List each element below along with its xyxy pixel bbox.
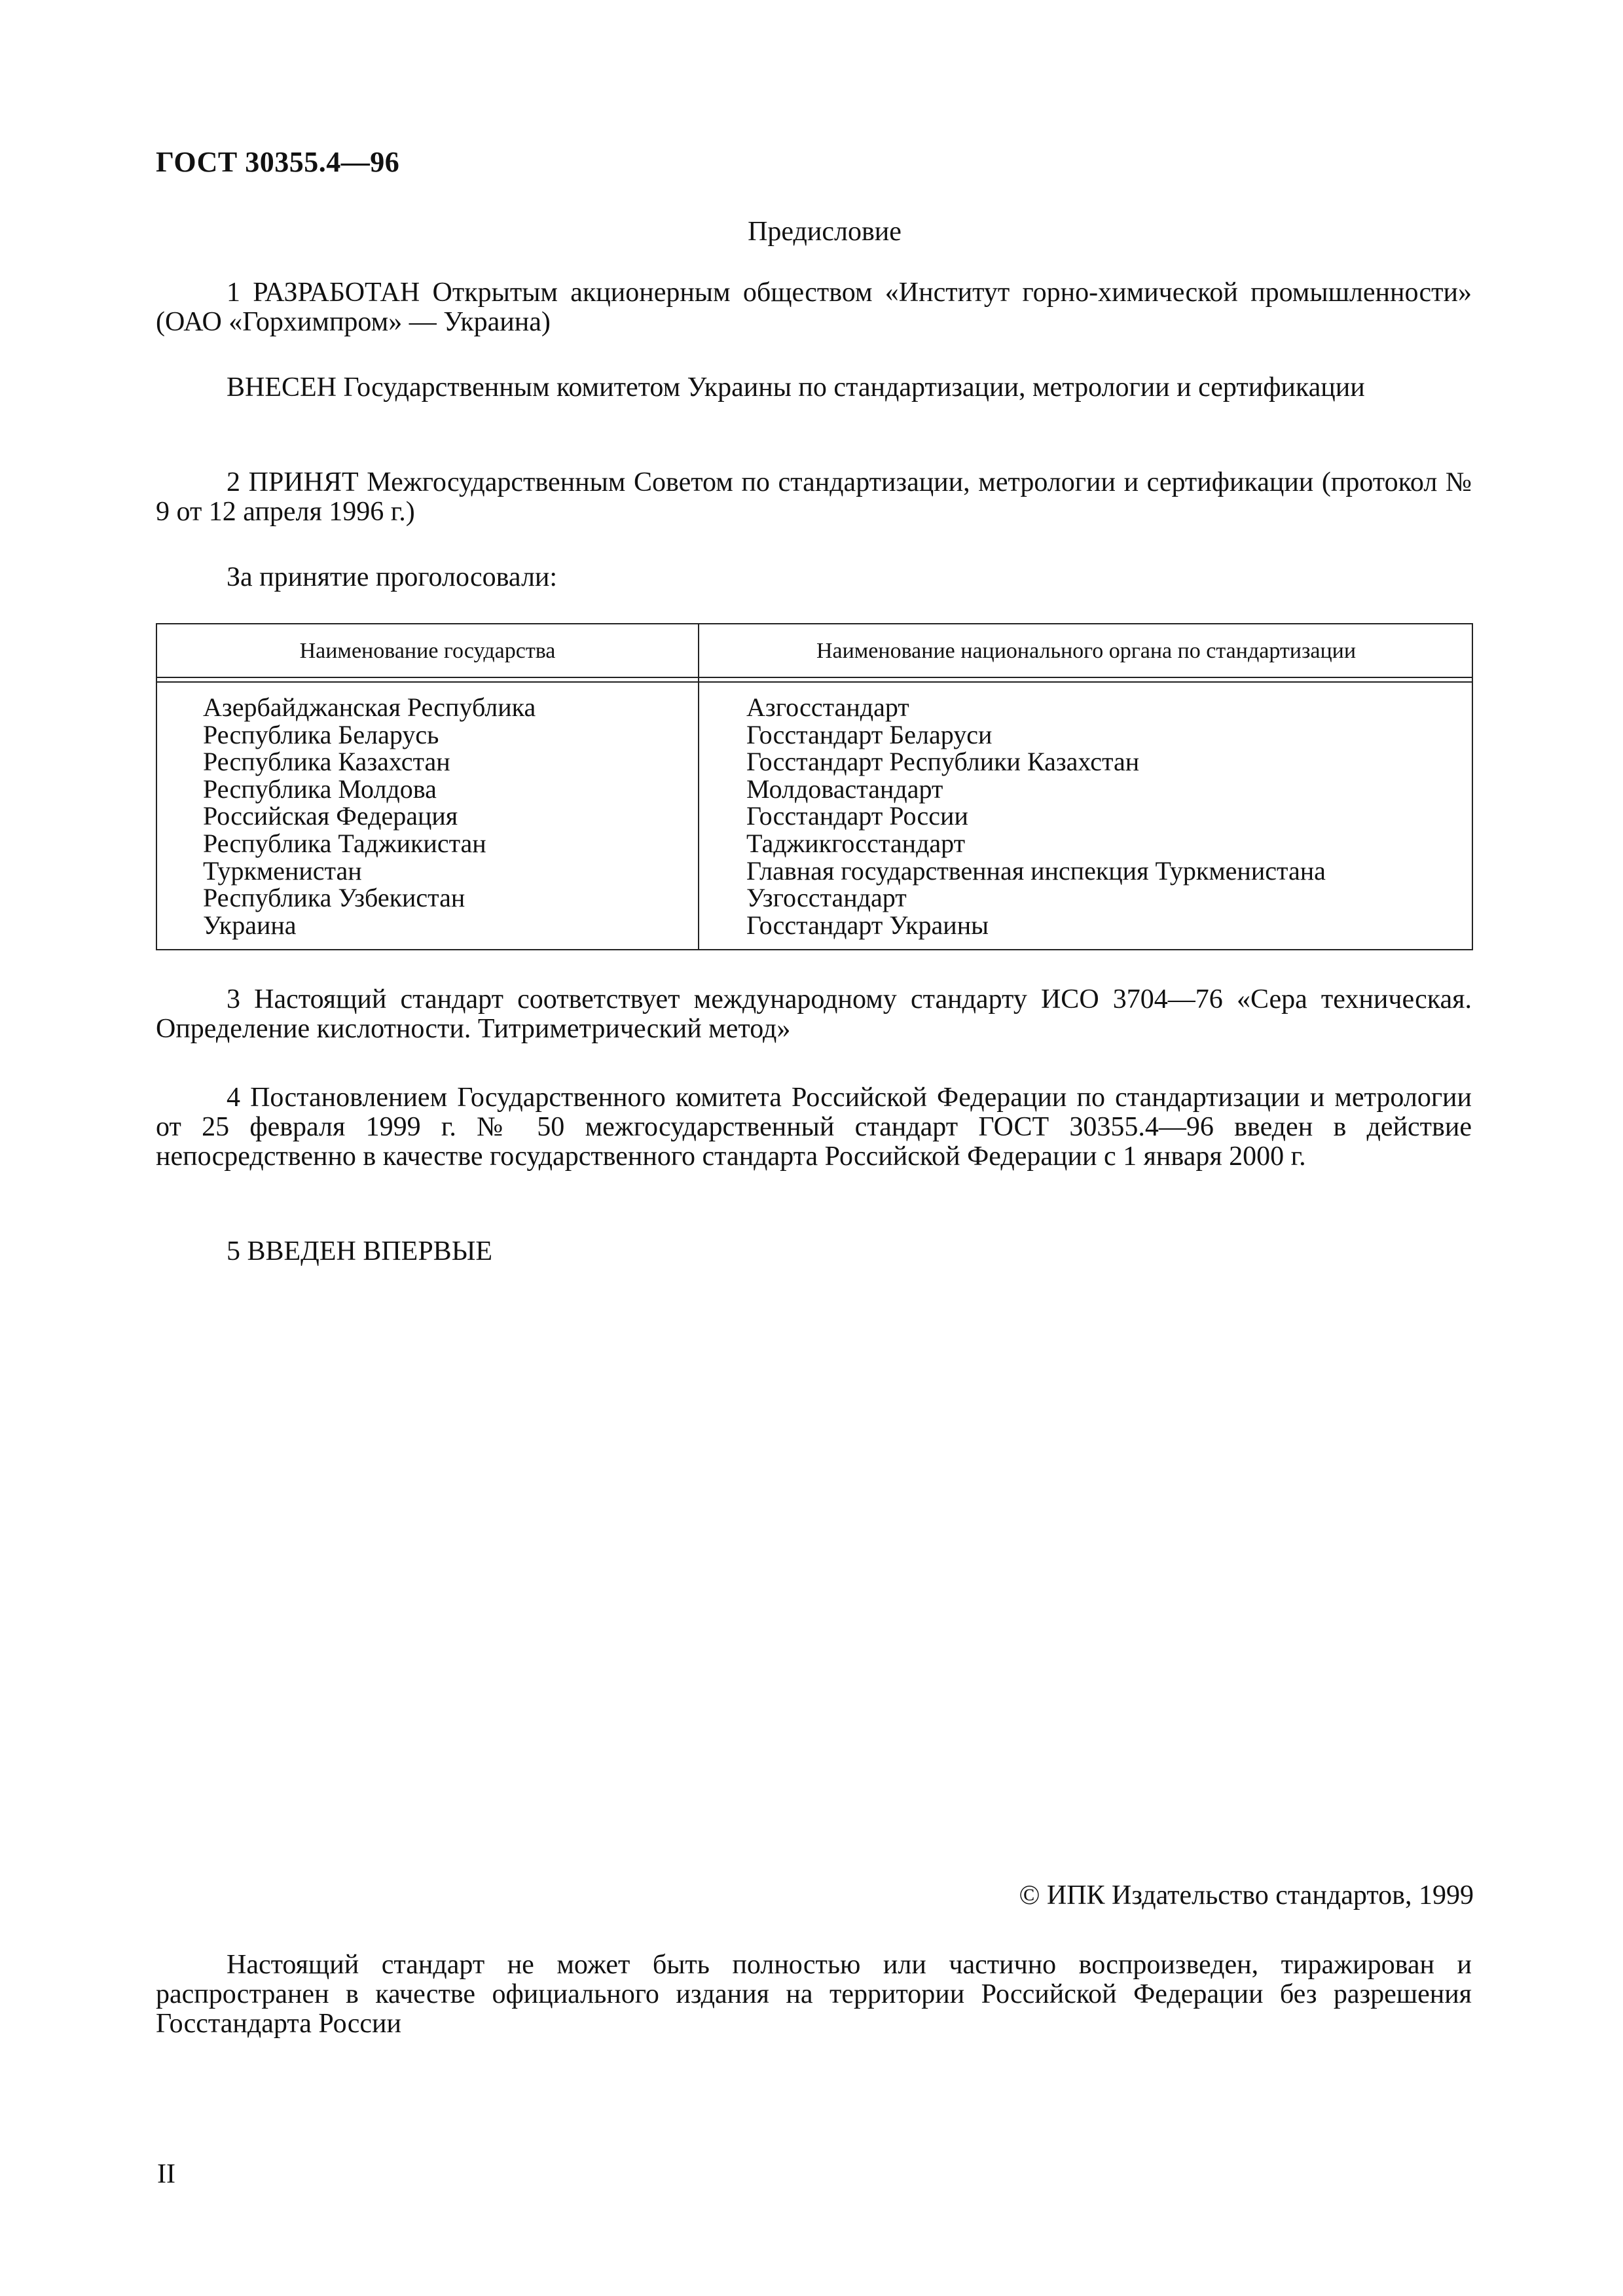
paragraph-enactment: 4 Постановлением Государственного комитета Российской Федерации по стандартизации и метрологии от 25 февраля 1999 г. № 50 межгосударственный стандарт ГОСТ 30355.4—96 введен в действие непосредственно в качестве государственного стандарта Российской Федерации с 1 января 2000 г. [156,1083,1472,1172]
table-cell-body: Главная государственная инспекция Туркменистана [746,855,1326,886]
table-cell-state: Республика Молдова [203,774,437,804]
table-cell-state: Азербайджанская Республика [203,692,536,722]
paragraph-iso-correspondence: 3 Настоящий стандарт соответствует международному стандарту ИСО 3704—76 «Сера техническая. Определение кислотности. Титриметрический метод» [156,984,1472,1044]
paragraph-submitted-by: ВНЕСЕН Государственным комитетом Украины по стандартизации, метрологии и сертификации [227,372,1365,403]
table-cell-state: Республика Казахстан [203,747,450,777]
paragraph-reproduction-notice: Настоящий стандарт не может быть полностью или частично воспроизведен, тиражирован и распространен в качестве официального издания на территории Российской Федерации без разрешения Госстандарта России [156,1950,1472,2039]
table-cell-state: Республика Беларусь [203,719,439,749]
table-cell-body: Госстандарт Республики Казахстан [746,747,1140,777]
table-cell-body: Азгосстандарт [746,692,909,722]
table-cell-state: Республика Таджикистан [203,828,486,858]
table-cell-body: Госстандарт Украины [746,910,989,940]
table-cell-state: Украина [203,910,297,940]
copyright-notice: © ИПК Издательство стандартов, 1999 [1019,1880,1474,1910]
table-column-states [203,694,536,939]
table-cell-body: Узгосстандарт [746,883,907,913]
table-header-rule [157,677,1472,678]
table-header-rule [157,681,1472,683]
voting-table [156,623,1473,950]
page-number: II [157,2159,175,2189]
document-code: ГОСТ 30355.4—96 [156,146,400,178]
page-title: Предисловие [748,217,902,247]
paragraph-adopted-by: 2 ПРИНЯТ Межгосударственным Советом по стандартизации, метрологии и сертификации (протокол № 9 от 12 апреля 1996 г.) [156,467,1472,527]
paragraph-introduced-first: 5 ВВЕДЕН ВПЕРВЫЕ [227,1236,492,1266]
table-cell-body: Госстандарт России [746,801,968,831]
table-cell-body: Таджикгосстандарт [746,828,966,858]
paragraph-voted-for: За принятие проголосовали: [227,562,558,592]
table-cell-body: Госстандарт Беларуси [746,719,993,749]
table-header-body: Наименование национального органа по стандартизации [816,639,1357,663]
table-cell-state: Туркменистан [203,855,362,886]
table-cell-state: Российская Федерация [203,801,458,831]
table-column-divider [698,624,699,949]
table-column-bodies [746,694,1326,939]
table-header-state: Наименование государства [299,639,556,663]
table-cell-body: Молдовастандарт [746,774,943,804]
table-cell-state: Республика Узбекистан [203,883,465,913]
paragraph-developed-by: 1 РАЗРАБОТАН Открытым акционерным обществом «Институт горно-химической промышленности» (ОАО «Горхимпром» — Украина) [156,278,1472,337]
